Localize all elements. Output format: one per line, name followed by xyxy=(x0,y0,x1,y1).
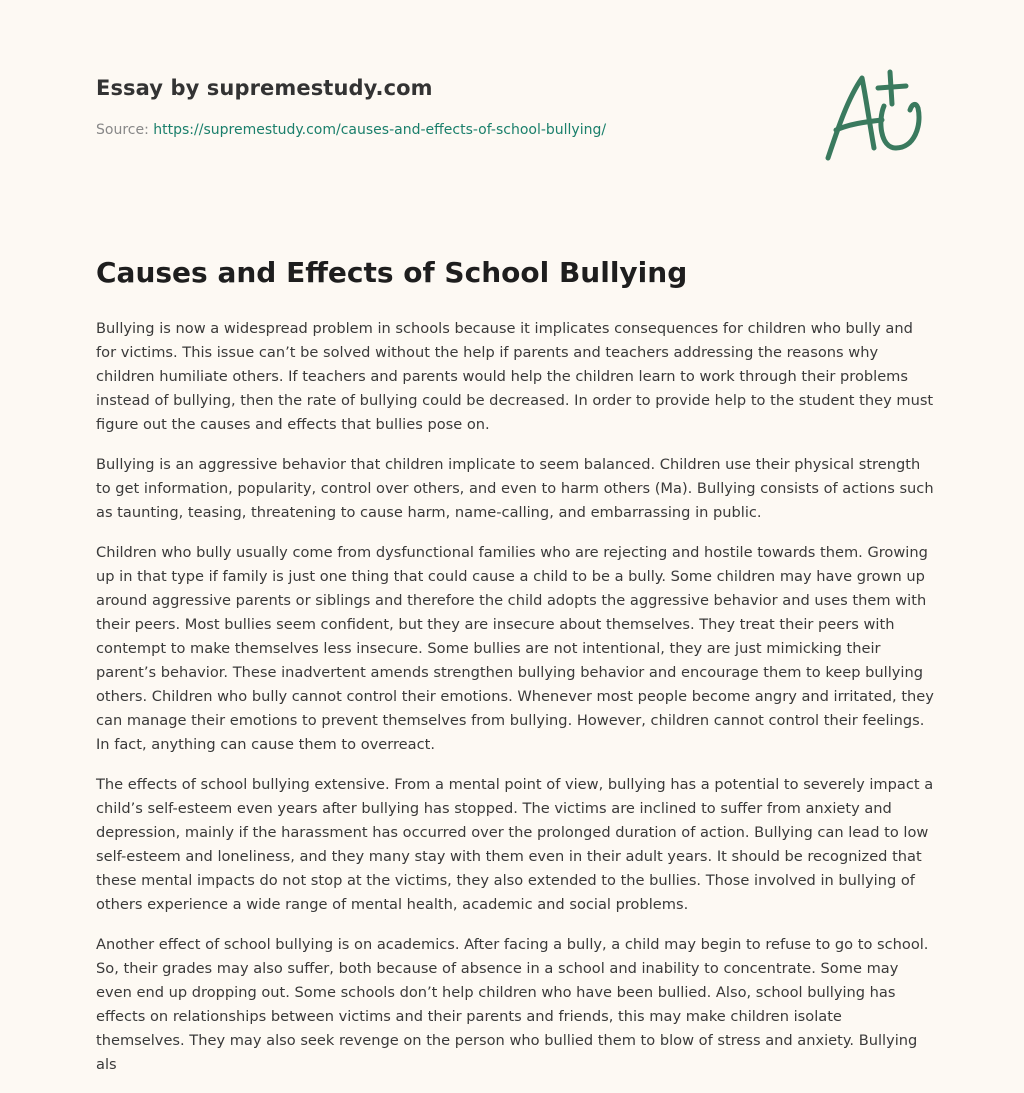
essay-title: Causes and Effects of School Bullying xyxy=(96,256,688,289)
essay-body xyxy=(96,317,934,1093)
essay-paragraph: Bullying is an aggressive behavior that children implicate to seem balanced. Children use their physical strength to get information, popularity, control over others, and even to harm others (Ma). Bullying consists of actions such as taunting, teasing, threatening to cause harm, name-calling, and embarrassing in public. xyxy=(96,456,934,521)
source-label: Source: xyxy=(96,122,149,138)
essay-paragraph: Another effect of school bullying is on academics. After facing a bully, a child may begin to refuse to go to school. So, their grades may also suffer, both because of absence in a school and inability to concentrate. Some may even end up dropping out. Some schools don’t help children who have been bullied. Also, school bullying has effects on relationships between victims and their parents and friends, this may make children isolate themselves. They may also seek revenge on the person who bullied them to blow of stress and anxiety. Bullying als xyxy=(96,936,929,1073)
a-plus-logo-icon xyxy=(822,68,926,164)
site-title: Essay by supremestudy.com xyxy=(96,76,433,100)
source-line xyxy=(96,122,736,138)
essay-paragraph: Children who bully usually come from dysfunctional families who are rejecting and hostile towards them. Growing up in that type if family is just one thing that could cause a child to be a bully. Some children may have grown up around aggressive parents or siblings and therefore the child adopts the aggressive behavior and uses them with their peers. Most bullies seem confident, but they are insecure about themselves. They treat their peers with contempt to make themselves less insecure. Some bullies are not intentional, they are just mimicking their parent’s behavior. These inadvertent amends strengthen bullying behavior and encourage them to keep bullying others. Children who bully cannot control their emotions. Whenever most people become angry and irritated, they can manage their emotions to prevent themselves from bullying. However, children cannot control their feelings. In fact, anything can cause them to overreact. xyxy=(96,544,934,753)
essay-paragraph: Bullying is now a widespread problem in schools because it implicates consequences for children who bully and for victims. This issue can’t be solved without the help if parents and teachers addressing the reasons why children humiliate others. If teachers and parents would help the children learn to work through their problems instead of bullying, then the rate of bullying could be decreased. In order to provide help to the student they must figure out the causes and effects that bullies pose on. xyxy=(96,320,934,433)
essay-header xyxy=(96,76,736,138)
source-link[interactable]: https://supremestudy.com/causes-and-effects-of-school-bullying/ xyxy=(153,122,607,138)
essay-paragraph: The effects of school bullying extensive. From a mental point of view, bullying has a potential to severely impact a child’s self-esteem even years after bullying has stopped. The victims are inclined to suffer from anxiety and depression, mainly if the harassment has occurred over the prolonged duration of action. Bullying can lead to low self-esteem and loneliness, and they many stay with them even in their adult years. It should be recognized that these mental impacts do not stop at the victims, they also extended to the bullies. Those involved in bullying of others experience a wide range of mental health, academic and social problems. xyxy=(96,776,934,913)
